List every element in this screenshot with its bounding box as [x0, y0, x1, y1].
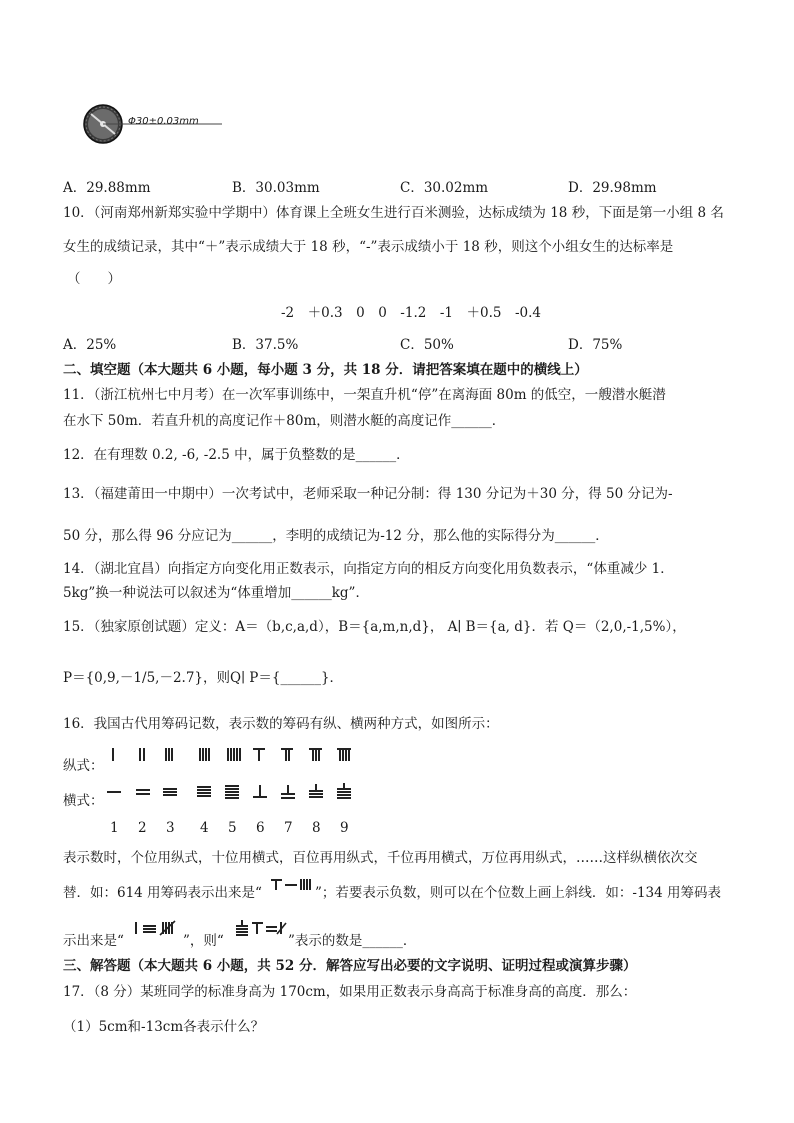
- q10-option-d: D．75%: [568, 337, 623, 353]
- horizontal-rods-figure: [105, 781, 365, 803]
- q13-line1: 13．（福建莆田一中期中）一次考试中，老师采取一种记分制：得 130 分记为＋30 分，得 50 分记为-: [63, 486, 673, 502]
- gear-figure: [82, 102, 227, 150]
- vertical-rods-figure: [105, 744, 365, 766]
- rods-neg134-figure: [133, 918, 183, 938]
- rods-614-figure: [270, 876, 314, 896]
- q16-line1: 表示数时，个位用纵式，十位用横式，百位再用纵式，千位再用横式，万位再用纵式，……这样纵横依次交: [63, 850, 698, 866]
- q10-records: -2 ＋0.3 0 0 -1.2 -1 ＋0.5 -0.4: [281, 305, 541, 321]
- option-a: A．29.88mm: [63, 180, 151, 196]
- digit-8: 8: [312, 820, 321, 836]
- q10-option-b: B．37.5%: [232, 337, 299, 353]
- q14-line2: 5kg”换一种说法可以叙述为“体重增加______kg”．: [63, 585, 369, 601]
- q14-line1: 14．（湖北宜昌）向指定方向变化用正数表示，向指定方向的相反方向变化用负数表示，“体重减少 1．: [63, 561, 674, 577]
- section-3-heading: 三、解答题（本大题共 6 小题，共 52 分．解答应写出必要的文字说明、证明过程或演算步骤）: [63, 958, 637, 974]
- q11-line1: 11．（浙江杭州七中月考）在一次军事训练中，一架直升机“停”在离海面 80m 的低空，一艘潜水艇潜: [63, 387, 666, 403]
- q16-line3c: ”表示的数是______．: [288, 933, 417, 949]
- digit-4: 4: [200, 820, 209, 836]
- q15-line1: 15．（独家原创试题）定义：A＝（b,c,a,d），B＝{a,m,n,d}， A∣ B＝{a, d}．若 Q＝（2,0,-1,5%），: [63, 619, 686, 635]
- q10-line2: 女生的成绩记录，其中“＋”表示成绩大于 18 秒，“-”表示成绩小于 18 秒，则这个小组女生的达标率是: [63, 239, 674, 255]
- vertical-label: 纵式：: [63, 758, 104, 774]
- q16-intro: 16．我国古代用筹码记数，表示数的筹码有纵、横两种方式，如图所示：: [63, 716, 499, 732]
- digit-5: 5: [228, 820, 237, 836]
- q17-part1: （1）5cm和-13cm各表示什么？: [63, 1019, 265, 1035]
- digit-6: 6: [256, 820, 265, 836]
- horizontal-label: 横式：: [63, 793, 104, 809]
- q13-line2: 50 分，那么得 96 分应记为______，李明的成绩记为-12 分，那么他的实际得分为______．: [63, 528, 609, 544]
- q17-line1: 17．（8 分）某班同学的标准身高为 170cm，如果用正数表示身高高于标准身高的高度．那么：: [63, 984, 637, 1000]
- q16-line3b: ”，则“: [183, 933, 224, 949]
- q10-option-c: C．50%: [400, 337, 454, 353]
- q11-line2: 在水下 50m．若直升机的高度记作＋80m，则潜水艇的高度记作______．: [63, 413, 506, 429]
- option-c: C．30.02mm: [400, 180, 489, 196]
- section-2-heading: 二、填空题（本大题共 6 小题，每小题 3 分，共 18 分．请把答案填在题中的横线上）: [63, 362, 588, 378]
- q16-line3a: 示出来是“: [63, 933, 124, 949]
- gear-dimension-label: Φ30±0.03mm: [128, 116, 199, 127]
- option-d: D．29.98mm: [568, 180, 657, 196]
- digit-7: 7: [284, 820, 293, 836]
- q10-line3: （ ）: [67, 271, 121, 287]
- digit-2: 2: [138, 820, 147, 836]
- option-b: B．30.03mm: [232, 180, 320, 196]
- rods-query-figure: [234, 918, 288, 938]
- q10-option-a: A．25%: [63, 337, 117, 353]
- digit-9: 9: [340, 820, 349, 836]
- q12-text: 12．在有理数 0.2, -6, -2.5 中，属于负整数的是______．: [63, 447, 410, 463]
- q16-line2b: ”；若要表示负数，则可以在个位数上画上斜线．如：-134 用筹码表: [315, 885, 722, 901]
- q15-line2: P＝{0,9,－1/5,－2.7}，则Q∣ P＝{______}．: [63, 670, 344, 686]
- digit-1: 1: [110, 820, 119, 836]
- q10-line1: 10．（河南郑州新郑实验中学期中）体育课上全班女生进行百米测验，达标成绩为 18 秒，下面是第一小组 8 名: [63, 205, 724, 221]
- digit-3: 3: [166, 820, 175, 836]
- q16-line2a: 替．如：614 用筹码表示出来是“: [63, 885, 262, 901]
